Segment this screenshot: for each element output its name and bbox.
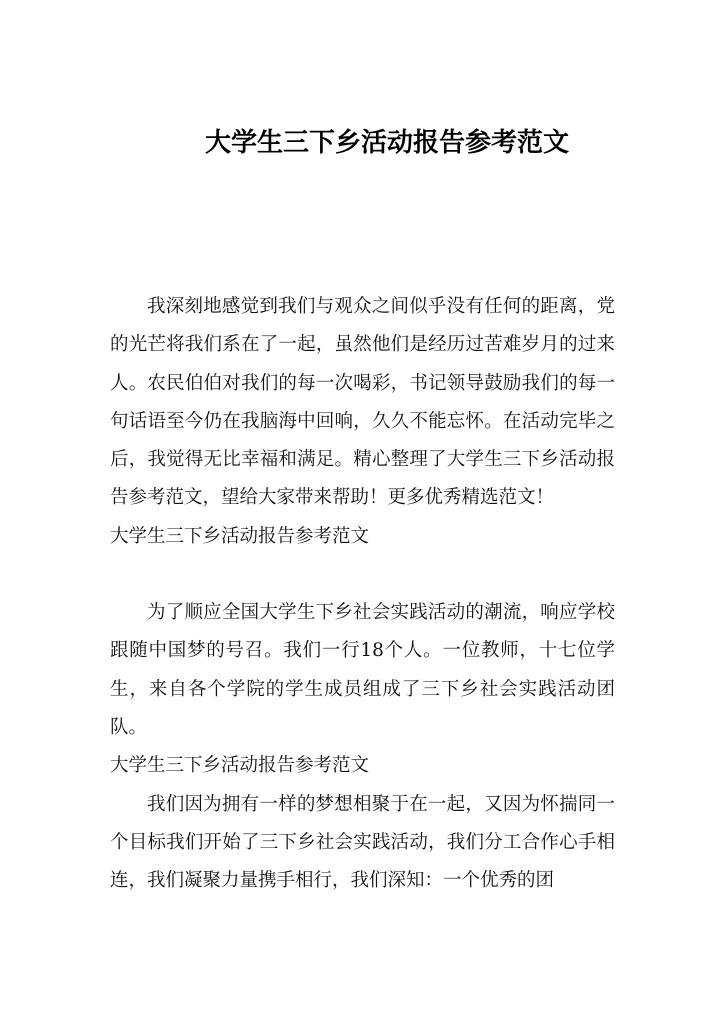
document-body [110,288,615,900]
paragraph-spacer [110,556,615,594]
intro-paragraph: 我深刻地感觉到我们与观众之间似乎没有任何的距离，党的光芒将我们系在了一起，虽然他们是经历过苦难岁月的过来人。农民伯伯对我们的每一次喝彩，书记领导鼓励我们的每一句话语至今仍在我脑海中回响，久久不能忘怀。在活动完毕之后，我觉得无比幸福和满足。精心整理了大学生三下乡活动报告参考范文，望给大家带来帮助！更多优秀精选范文！ [110,296,615,509]
section-heading: 大学生三下乡活动报告参考范文 [110,525,370,547]
section-heading: 大学生三下乡活动报告参考范文 [110,755,370,777]
body-paragraph: 我们因为拥有一样的梦想相聚于在一起，又因为怀揣同一个目标我们开始了三下乡社会实践活动，我们分工合作心手相连，我们凝聚力量携手相行，我们深知：一个优秀的团 [110,793,615,892]
body-paragraph: 为了顺应全国大学生下乡社会实践活动的潮流，响应学校跟随中国梦的号召。我们一行18个人。一位教师，十七位学生，来自各个学院的学生成员组成了三下乡社会实践活动团队。 [110,602,615,738]
document-title: 大学生三下乡活动报告参考范文 [204,128,569,158]
